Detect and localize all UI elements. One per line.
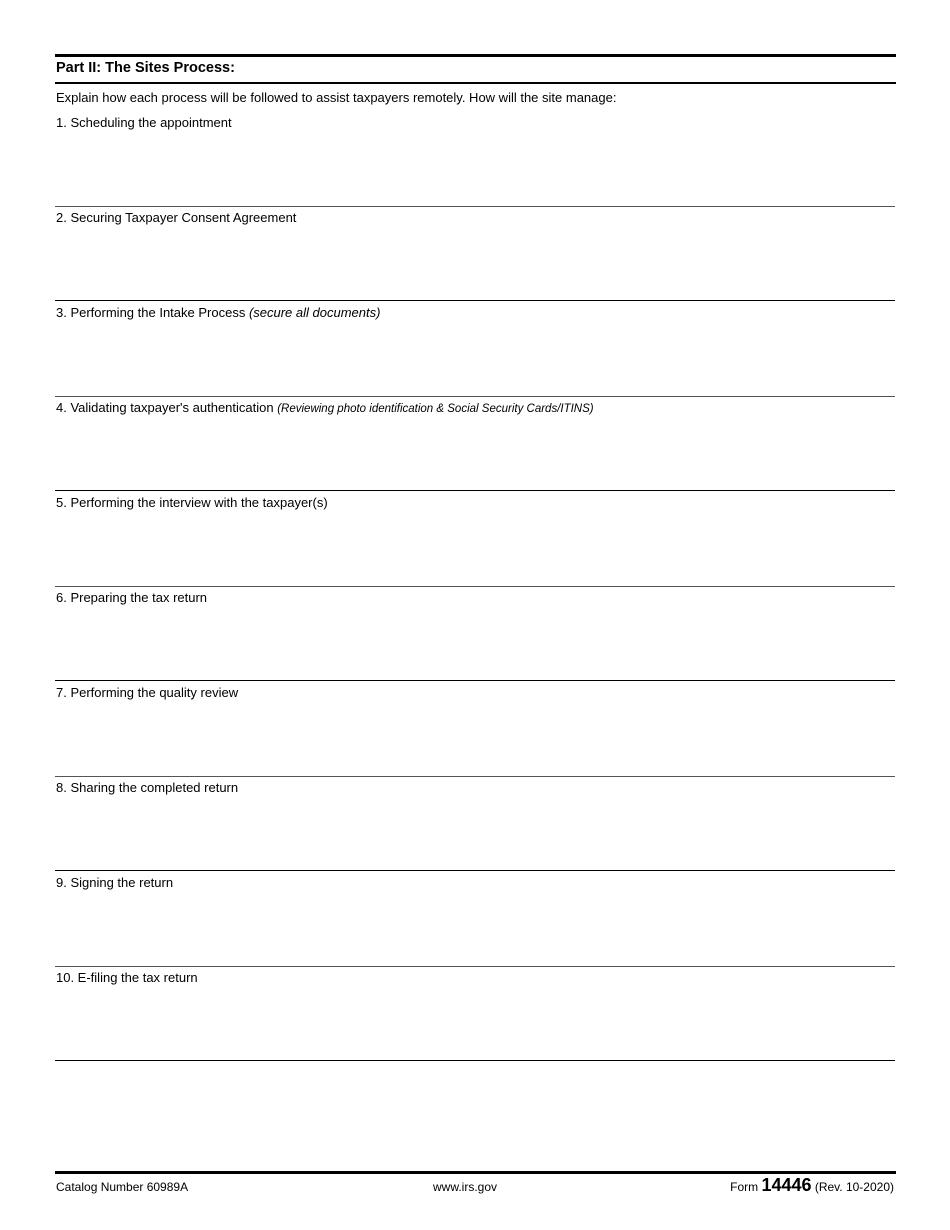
item-3-label: [56, 305, 380, 320]
form-revision: (Rev. 10-2020): [811, 1180, 894, 1194]
item-6-text: 6. Preparing the tax return: [56, 590, 208, 605]
item-4-text: 4. Validating taxpayer's authentication: [56, 400, 278, 415]
item-8-text: 8. Sharing the completed return: [56, 780, 239, 795]
item-6-label: [56, 590, 207, 605]
website-link[interactable]: www.irs.gov: [433, 1180, 498, 1194]
item-4-answer-line[interactable]: [55, 490, 895, 491]
form-identifier: [730, 1175, 894, 1196]
item-2-text: 2. Securing Taxpayer Consent Agreement: [56, 210, 297, 225]
item-1-text: 1. Scheduling the appointment: [56, 115, 232, 130]
item-7-answer-line[interactable]: [55, 776, 895, 777]
top-rule: [55, 54, 896, 57]
item-3-note: (secure all documents): [248, 305, 381, 320]
item-3-text: 3. Performing the Intake Process: [56, 305, 249, 320]
item-9-text: 9. Signing the return: [56, 875, 174, 890]
item-4-note: (Reviewing photo identification & Social Security Cards/ITINS): [277, 403, 594, 415]
item-8-answer-line[interactable]: [55, 870, 895, 871]
title-rule: [55, 82, 896, 84]
item-2-answer-line[interactable]: [55, 300, 895, 301]
form-number: 14446: [761, 1175, 812, 1195]
form-prefix: Form: [730, 1180, 762, 1194]
item-10-answer-line[interactable]: [55, 1060, 895, 1061]
item-10-label: [56, 970, 198, 985]
item-9-label: [56, 875, 173, 890]
item-1-answer-line[interactable]: [55, 206, 895, 207]
intro-text: Explain how each process will be followed to assist taxpayers remotely. How will the site manage:: [56, 90, 617, 105]
item-8-label: [56, 780, 238, 795]
item-9-answer-line[interactable]: [55, 966, 895, 967]
item-4-label: [56, 400, 594, 415]
part-title: Part II: The Sites Process:: [56, 60, 235, 76]
item-7-label: [56, 685, 238, 700]
item-2-label: [56, 210, 296, 225]
item-5-answer-line[interactable]: [55, 586, 895, 587]
item-3-answer-line[interactable]: [55, 396, 895, 397]
item-10-text: 10. E-filing the tax return: [56, 970, 198, 985]
item-6-answer-line[interactable]: [55, 680, 895, 681]
catalog-number: Catalog Number 60989A: [56, 1180, 189, 1194]
item-7-text: 7. Performing the quality review: [56, 685, 239, 700]
item-5-label: [56, 495, 328, 510]
item-1-label: [56, 115, 232, 130]
footer-rule: [55, 1171, 896, 1174]
item-5-text: 5. Performing the interview with the taxpayer(s): [56, 495, 328, 510]
